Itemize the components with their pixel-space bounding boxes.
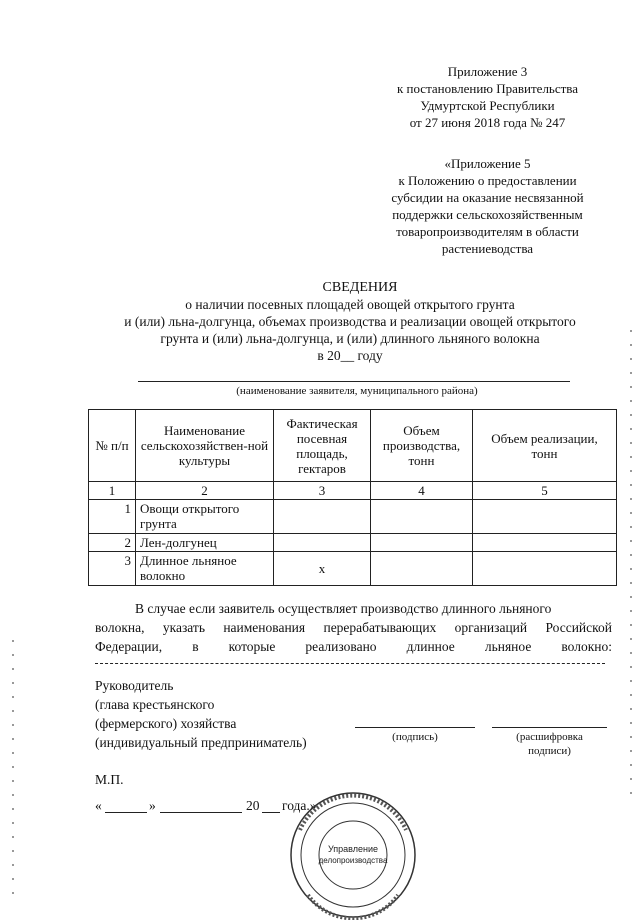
stamp-text-1: Управление xyxy=(327,844,379,854)
title-sub-4: в 20__ году xyxy=(317,348,383,363)
decode-caption-1: (расшифровка xyxy=(516,731,583,743)
signature-line xyxy=(355,727,475,728)
row-production xyxy=(371,534,473,552)
quote-line-2: к Положению о предоставлении xyxy=(398,173,577,188)
row-name: Длинное льняное волокно xyxy=(136,552,274,586)
col-number: 2 xyxy=(136,482,274,500)
appendix-line-3: Удмуртской Республики xyxy=(420,98,555,113)
scan-edge-right xyxy=(630,330,632,800)
row-sales xyxy=(473,552,617,586)
date-open-quote: « xyxy=(95,798,102,813)
appendix-number: Приложение 3 xyxy=(447,64,528,79)
decode-caption-2: подписи) xyxy=(528,745,571,757)
paragraph-line-2: волокна, указать наименования перерабатывающих организаций Российской xyxy=(95,620,612,635)
mp-label: М.П. xyxy=(95,772,124,787)
quote-line-3: субсидии на оказание несвязанной xyxy=(391,190,584,205)
paragraph-line-1: В случае если заявитель осуществляет производство длинного льняного xyxy=(135,601,552,616)
date-day-line xyxy=(105,812,147,813)
row-production xyxy=(371,500,473,534)
signer-line-4: (индивидуальный предприниматель) xyxy=(95,735,307,750)
table-row xyxy=(89,534,617,552)
row-sales xyxy=(473,500,617,534)
applicant-caption: (наименование заявителя, муниципального района) xyxy=(236,385,478,397)
col-number: 4 xyxy=(371,482,473,500)
date-month-line xyxy=(160,812,242,813)
paragraph-line-3: Федерации, в которые реализовано длинное льняное волокно: xyxy=(95,639,612,654)
document-title: СВЕДЕНИЯ xyxy=(322,280,398,295)
table-row xyxy=(89,552,617,586)
quote-line-5: товаропроизводителям в области xyxy=(396,224,579,239)
table-row xyxy=(89,500,617,534)
row-area: х xyxy=(274,552,371,586)
date-year-prefix: 20 xyxy=(246,798,260,813)
appendix-line-4: от 27 июня 2018 года № 247 xyxy=(409,115,566,130)
appendix-line-2: к постановлению Правительства xyxy=(396,81,579,96)
row-number: 2 xyxy=(89,534,136,552)
signer-line-1: Руководитель xyxy=(95,678,174,693)
applicant-line xyxy=(138,381,570,382)
quote-line-1: «Приложение 5 xyxy=(444,156,531,171)
header-sales: Объем реализации, тонн xyxy=(473,410,617,482)
col-number: 1 xyxy=(89,482,136,500)
title-sub-2: и (или) льна-долгунца, объемах производства и реализации овощей открытого xyxy=(124,314,576,329)
title-sub-1: о наличии посевных площадей овощей открытого грунта xyxy=(185,297,515,312)
row-sales xyxy=(473,534,617,552)
row-number: 3 xyxy=(89,552,136,586)
quote-line-6: растениеводства xyxy=(441,241,534,256)
signer-line-3: (фермерского) хозяйства xyxy=(95,716,237,731)
official-stamp xyxy=(288,790,418,920)
header-name: Наименование сельскохозяйствен-ной культуры xyxy=(136,410,274,482)
date-close-quote: » xyxy=(149,798,156,813)
date-year-suffix: года.» xyxy=(282,798,317,813)
title-sub-3: грунта и (или) льна-долгунца, и (или) длинного льняного волокна xyxy=(160,331,540,346)
decode-line xyxy=(492,727,607,728)
row-area xyxy=(274,500,371,534)
table-header-row xyxy=(89,410,617,482)
date-year-line xyxy=(262,812,280,813)
col-number: 3 xyxy=(274,482,371,500)
header-area: Фактическая посевная площадь, гектаров xyxy=(274,410,371,482)
column-number-row xyxy=(89,482,617,500)
row-production xyxy=(371,552,473,586)
row-name: Овощи открытого грунта xyxy=(136,500,274,534)
appendix-header xyxy=(360,63,615,131)
row-number: 1 xyxy=(89,500,136,534)
data-table xyxy=(88,409,617,586)
header-num: № п/п xyxy=(89,410,136,482)
quote-block xyxy=(360,155,615,257)
row-area xyxy=(274,534,371,552)
quote-line-4: поддержки сельскохозяйственным xyxy=(392,207,583,222)
organizations-line xyxy=(95,663,605,664)
scan-edge-left xyxy=(12,640,14,900)
signer-line-2: (глава крестьянского xyxy=(95,697,215,712)
header-production: Объем производства, тонн xyxy=(371,410,473,482)
signature-caption: (подпись) xyxy=(392,731,438,743)
row-name: Лен-долгунец xyxy=(136,534,274,552)
stamp-text-2: делопроизводства xyxy=(318,856,388,865)
col-number: 5 xyxy=(473,482,617,500)
